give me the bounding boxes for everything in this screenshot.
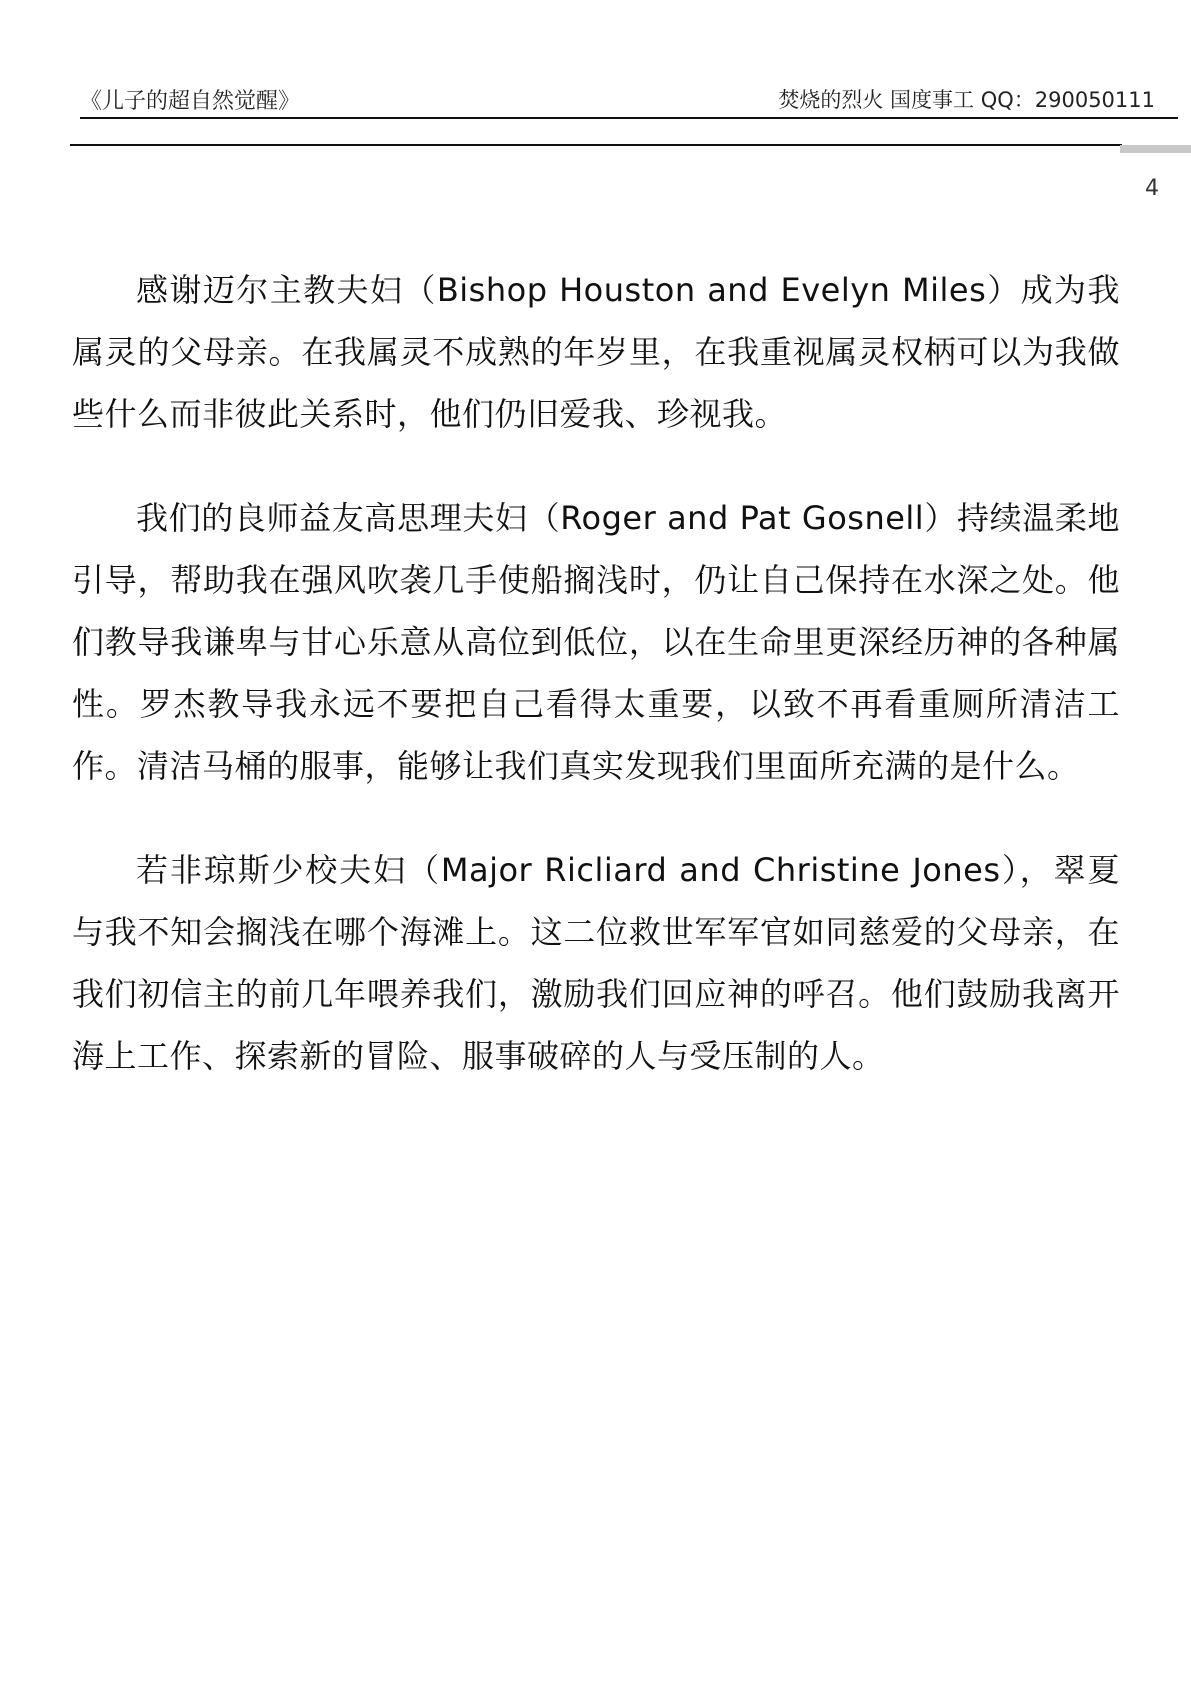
header-divider	[70, 144, 1122, 146]
paragraph-acknowledgement-gosnell: 我们的良师益友高思理夫妇（Roger and Pat Gosnell）持续温柔地引导，帮助我在强风吹袭几手使船搁浅时，仍让自己保持在水深之处。他们教导我谦卑与甘心乐意从高位到低位，以在生命里更深经历神的各种属性。罗杰教导我永远不要把自己看得太重要，以致不再看重厕所清洁工作。清洁马桶的服事，能够让我们真实发现我们里面所充满的是什么。	[72, 499, 1120, 785]
header-ministry-info: 焚烧的烈火 国度事工 QQ：290050111	[778, 88, 1155, 112]
header-divider-tab	[1120, 145, 1191, 153]
page-number: 4	[1145, 176, 1159, 201]
page-body	[72, 259, 1120, 1129]
header-rule	[80, 117, 1178, 119]
paragraph-acknowledgement-miles: 感谢迈尔主教夫妇（Bishop Houston and Evelyn Miles）成为我属灵的父母亲。在我属灵不成熟的年岁里，在我重视属灵权柄可以为我做些什么而非彼此关系时，他们仍旧爱我、珍视我。	[72, 271, 1120, 433]
header-book-title: 《儿子的超自然觉醒》	[80, 89, 301, 114]
paragraph-acknowledgement-jones: 若非琼斯少校夫妇（Major Ricliard and Christine Jones），翠夏与我不知会搁浅在哪个海滩上。这二位救世军军官如同慈爱的父母亲，在我们初信主的前几年喂养我们，激励我们回应神的呼召。他们鼓励我离开海上工作、探索新的冒险、服事破碎的人与受压制的人。	[72, 851, 1120, 1075]
